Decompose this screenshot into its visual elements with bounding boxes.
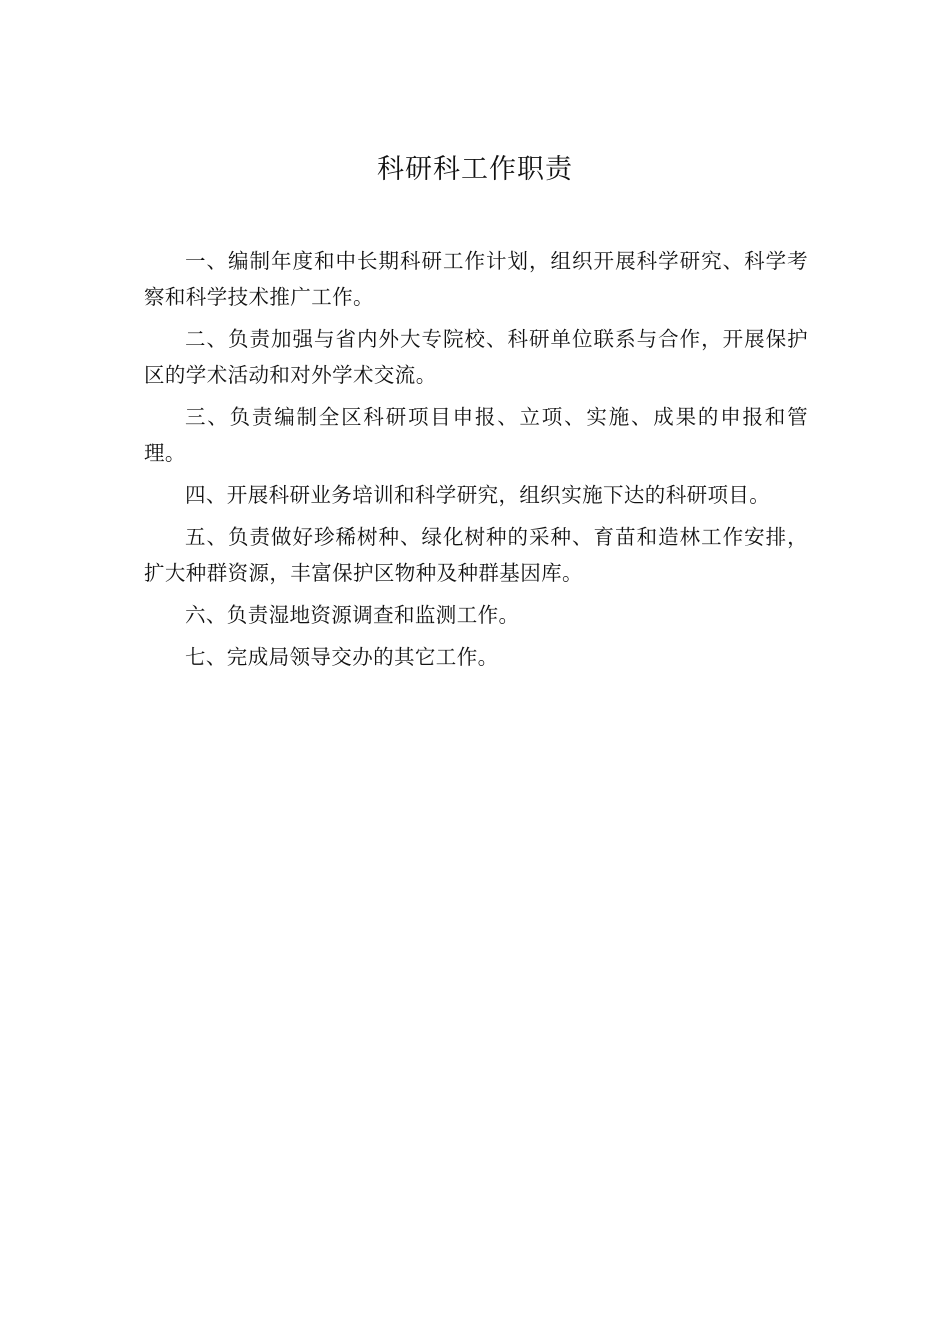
duty-item-2: 二、负责加强与省内外大专院校、科研单位联系与合作，开展保护区的学术活动和对外学术交流。 xyxy=(144,327,808,387)
duty-item-3: 三、负责编制全区科研项目申报、立项、实施、成果的申报和管理。 xyxy=(144,405,808,465)
document-body xyxy=(144,243,808,681)
duty-item-7: 七、完成局领导交办的其它工作。 xyxy=(185,645,499,669)
duty-item-6: 六、负责湿地资源调查和监测工作。 xyxy=(185,603,520,627)
duty-item-5: 五、负责做好珍稀树种、绿化树种的采种、育苗和造林工作安排，扩大种群资源，丰富保护区物种及种群基因库。 xyxy=(144,525,808,585)
duty-item-4: 四、开展科研业务培训和科学研究，组织实施下达的科研项目。 xyxy=(185,483,771,507)
duty-item-1: 一、编制年度和中长期科研工作计划，组织开展科学研究、科学考察和科学技术推广工作。 xyxy=(144,249,808,309)
document-title: 科研科工作职责 xyxy=(377,154,573,185)
